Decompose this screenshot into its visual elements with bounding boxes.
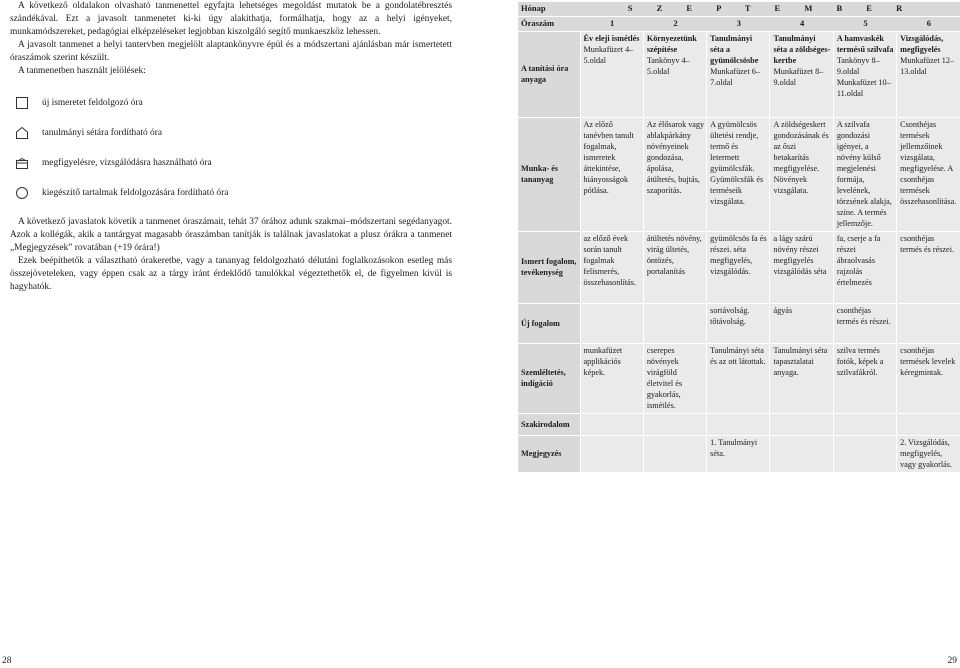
table-cell (707, 232, 770, 304)
row-label: Szemléltetés, indígáció (518, 344, 580, 414)
table-cell (643, 304, 706, 344)
hour-number: 2 (643, 17, 706, 32)
table-cell (833, 436, 896, 473)
table-cell (770, 232, 833, 304)
table-cell (580, 414, 643, 436)
page-number-right: 29 (947, 656, 957, 666)
cell-body: ágyás (773, 306, 793, 315)
table-cell (897, 414, 960, 436)
table-cell (833, 32, 896, 118)
cell-body: A szilvafa gondozási igényei, a növény külső megjelenési formája, levelének, törzsének alakja, színe. A termés jellemzője. (836, 120, 892, 228)
table-row (518, 436, 960, 473)
table-cell (897, 304, 960, 344)
cell-body: az előző évek során tanult fogalmak felismerés, összehasonlítás. (583, 234, 637, 287)
cell-body: csonthéjas termés és részei. (900, 234, 955, 254)
table-cell (580, 118, 643, 232)
table-cell (770, 304, 833, 344)
hour-number: 6 (897, 17, 960, 32)
hour-number: 5 (833, 17, 896, 32)
page-number-left: 28 (2, 656, 12, 666)
month-row (518, 2, 960, 17)
table-row (518, 304, 960, 344)
month-value: S Z E P T E M B E R (580, 2, 960, 17)
table-cell (770, 344, 833, 414)
cell-body: A gyümölcsös ültetési rendje, termő és letermett gyümölcsfák. Gyümölcsfák és terméseik vizsgálata. (710, 120, 764, 206)
cell-body: 1. Tanulmányi séta. (710, 438, 758, 458)
cell-body: munkafüzet applikációs képek. (583, 346, 623, 377)
table-cell (770, 32, 833, 118)
house-icon (16, 127, 28, 139)
table-row (518, 344, 960, 414)
table-cell (580, 304, 643, 344)
row-label: Szakirodalom (518, 414, 580, 436)
table-cell (707, 436, 770, 473)
legend-item-new-knowledge: új ismeretet feldolgozó óra (10, 88, 452, 118)
cell-body: Munkafüzet 4–5.oldal (583, 45, 634, 65)
table-cell (897, 118, 960, 232)
table-cell (643, 32, 706, 118)
table-row (518, 32, 960, 118)
table-cell (643, 232, 706, 304)
cell-body: Csonthéjas termések jellemzőinek vizsgálata, megfigyelése. A csonthéjas termések összehasonlítása. (900, 120, 957, 206)
cell-body: Az élősarok vagy ablakpárkány növényeinek gondozása, ápolása, átültetés, bujtás, szaporítás. (646, 120, 705, 195)
table-cell (833, 304, 896, 344)
legend (10, 88, 452, 208)
cell-body: Tanulmányi séta tapasztalatai anyaga. (773, 346, 828, 377)
hour-number: 3 (707, 17, 770, 32)
cell-title: Vizsgálódás, megfigyelés (900, 34, 944, 54)
cell-title: Környezetünk szépítése (646, 34, 697, 54)
lesson-plan-table (518, 2, 960, 473)
table-cell (897, 344, 960, 414)
hours-row (518, 17, 960, 32)
cell-body: Munkafüzet 12–13.oldal (900, 56, 955, 76)
cell-body: csonthéjas termés és részei. (836, 306, 891, 326)
table-cell (833, 344, 896, 414)
table-cell (643, 436, 706, 473)
row-label: Munka- és tananyag (518, 118, 580, 232)
table-row (518, 232, 960, 304)
row-label: Megjegyzés (518, 436, 580, 473)
row-label: Ismert fogalom, tevékenység (518, 232, 580, 304)
table-cell (707, 414, 770, 436)
cell-title: Tanulmányi séta a zöldséges-kertbe (773, 34, 831, 65)
table-cell (580, 436, 643, 473)
hour-number: 1 (580, 17, 643, 32)
table-cell (897, 32, 960, 118)
table-cell (770, 118, 833, 232)
row-label: A tanítási óra anyaga (518, 32, 580, 118)
row-label: Új fogalom (518, 304, 580, 344)
cell-title: Tanulmányi séta a gyümölcsösbe (710, 34, 759, 65)
table-cell (770, 414, 833, 436)
cell-body: csonthéjas termések levelek kéregmintak. (900, 346, 956, 377)
cell-body: 2. Vizsgálódás, megfigyelés, vagy gyakorlás. (900, 438, 952, 469)
table-cell (643, 414, 706, 436)
cell-body: Tanulmányi séta és az ott látottak. (710, 346, 766, 366)
cell-body: szilva termés fotók, képek a szilvafákról. (836, 346, 884, 377)
square-icon (16, 97, 28, 109)
table-cell (707, 344, 770, 414)
intro-paragraph: A következő oldalakon olvasható tanmenettel egyfajta lehetséges megoldást mutatok be a gondolatébresztés szándékával. Ezt a javasolt tanmenetet ki-ki úgy alakíthatja, formálhatja, hogy az a helyi igényeket, munkamódszereket, pedagógiai elképzeléseket legjobban kiszolgáló segítő munkaeszköz lehessen. (10, 1, 452, 37)
table-cell (897, 436, 960, 473)
table-cell (833, 118, 896, 232)
cell-body: fa, cserje a fa részei ábraolvasás rajzolás értelmezés (836, 234, 881, 287)
circle-icon (16, 187, 28, 199)
cell-title: Év eleji ismétlés (583, 34, 640, 43)
cell-body: átültetés növény, virág ültetés, öntözés, portalanítás (646, 234, 702, 276)
hour-number: 4 (770, 17, 833, 32)
textbook-paragraph: A javasolt tanmenet a helyi tantervben megjelölt alaptankönyvre épül és a módszertani ajánlásban már ismertetett óraszámok szerint készült. (10, 40, 452, 63)
table-cell (833, 232, 896, 304)
table-cell (707, 304, 770, 344)
legend-intro: A tanmenetben használt jelölések: (18, 66, 146, 76)
cell-body: Tankönyv 4–5.oldal (646, 56, 690, 76)
table-cell (770, 436, 833, 473)
table-cell (643, 344, 706, 414)
table-cell (897, 232, 960, 304)
table-cell (580, 344, 643, 414)
legend-item-study-walk: tanulmányi sétára fordítható óra (10, 118, 452, 148)
table-cell (707, 32, 770, 118)
legend-item-supplementary: kiegészítő tartalmak feldolgozására fordítható óra (10, 178, 452, 208)
table-row (518, 414, 960, 436)
cell-body: cserepes növények virágföld életvitel és gyakorlás, ismétlés. (646, 346, 683, 410)
lidded-box-icon (16, 157, 28, 169)
legend-item-observation: megfigyelésre, vizsgálódásra használható óra (10, 148, 452, 178)
table-cell (580, 232, 643, 304)
cell-body: Az előző tanévben tanult fogalmak, ismeretek áttekintése, hiányosságok pótlása. (583, 120, 634, 195)
table-cell (580, 32, 643, 118)
month-label: Hónap (518, 2, 580, 17)
optional-hours-paragraph: Ezek beépíthetők a választható órakeretbe, vagy a tananyag feldolgozható délutáni foglalkozásokon esetleg más összejöveteleken, vagy éppen csak az a tárgy iránt érdeklődő tanulókkal végeztethetők el, de figyelmen kívül is hagyhatók. (10, 256, 452, 292)
table-cell (707, 118, 770, 232)
table-cell (833, 414, 896, 436)
cell-body: Munkafüzet 6–7.oldal (710, 67, 760, 87)
cell-body: A zöldségeskert gondozásának és az őszi betakarítás megfigyelése. Növények vizsgálata. (773, 120, 829, 195)
cell-body: a lágy szárú növény részei megfigyelés vizsgálódás séta (773, 234, 827, 276)
table-row (518, 118, 960, 232)
cell-body: gyümölcsös fa és részei. séta megfigyelés, vizsgálódás. (710, 234, 767, 276)
left-page (10, 0, 452, 294)
suggestions-paragraph: A következő javaslatok követik a tanmenet óraszámait, tehát 37 órához adunk szakmai–módszertani segédanyagot. Azok a kollégák, akik a tantárgyat magasabb óraszámban tanítják is találnak javaslatokat a plusz órákra a tanmenet „Megjegyzések” rovatában (+19 órára!) (10, 217, 452, 253)
cell-title: A hamvaskék termésű szilvafa (836, 34, 894, 54)
hours-label: Óraszám (518, 17, 580, 32)
cell-body: sortávolság. tőtávolság. (710, 306, 750, 326)
cell-body: Munkafüzet 8–9.oldal (773, 67, 824, 87)
table-cell (643, 118, 706, 232)
cell-body: Tankönyv 8–9.oldal Munkafüzet 10–11.oldal (836, 56, 891, 98)
